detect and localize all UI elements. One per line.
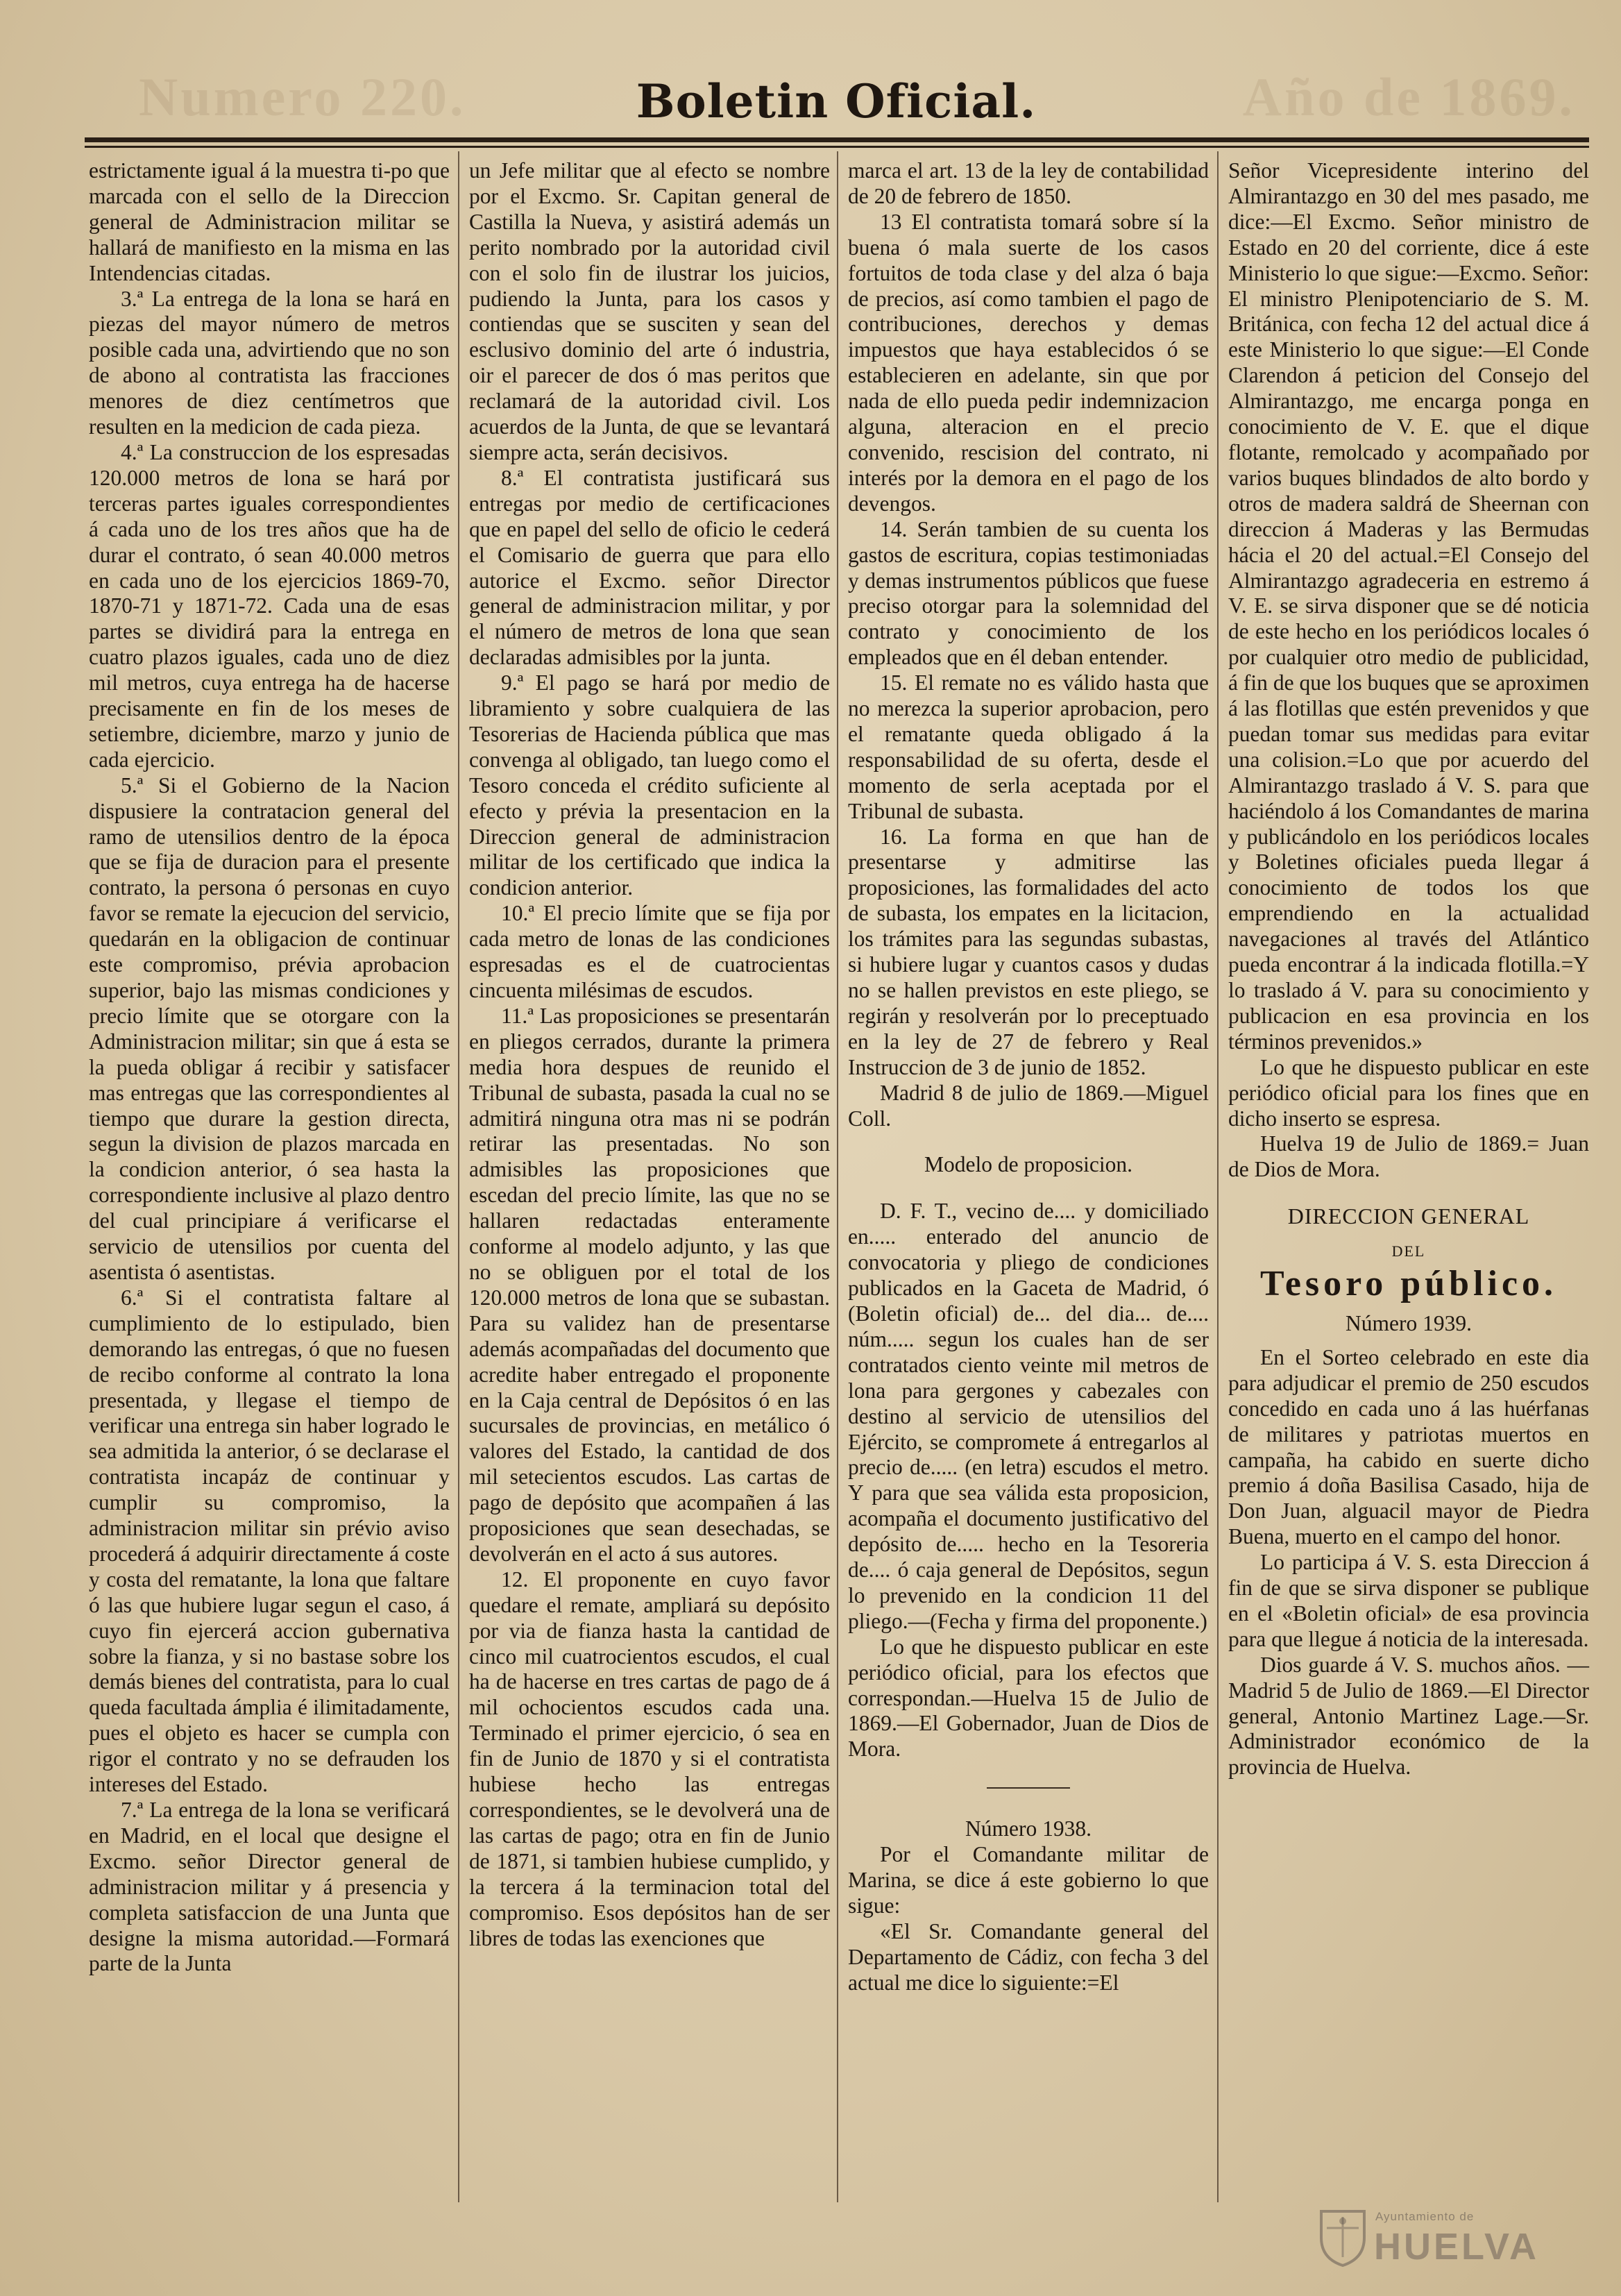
paragraph: «El Sr. Comandante general del Departamento de Cádiz, con fecha 3 del actual me dice lo siguiente:=El xyxy=(848,1918,1209,1995)
paragraph: 8.ª El contratista justificará sus entregas por medio de certificaciones que en papel del sello de oficio le cederá el Comisario de guerra que para ello autorice el Excmo. señor Director general de administracion militar, y por el número de metros de lona que sean declaradas admisibles por la junta. xyxy=(469,465,830,670)
paragraph: estrictamente igual á la muestra ti-po que marcada con el sello de la Direccion general de Administracion militar se hallará de manifiesto en la misma en las Intendencias citadas. xyxy=(89,158,450,285)
column-3 xyxy=(848,158,1209,1996)
ghost-number: Numero 220. xyxy=(139,67,466,127)
paragraph: 9.ª El pago se hará por medio de libramiento y sobre cualquiera de las Tesorerias de Hacienda pública que mas convenga al obligado, tan luego como el Tesoro conceda el crédito suficiente al efecto y prévia la presentacion en la Direccion general de administracion militar de los certificado que indica la condicion anterior. xyxy=(469,670,830,900)
paragraph: En el Sorteo celebrado en este dia para adjudicar el premio de 250 escudos concedido en cada uno á las huérfanas de militares y patriotas muertos en campaña, ha cabido en suerte dicho premio á doña Basilisa Casado, hija de Don Juan, alguacil mayor de Piedra Buena, muerto en el campo del honor. xyxy=(1228,1344,1589,1549)
paragraph: 6.ª Si el contratista faltare al cumplimiento de lo estipulado, bien demorando las entregas, ó que no fuesen de recibo conforme al contrato la lona presentada, y llegase el tiempo de verificar una entrega sin haber logrado le sea admitida la anterior, ó se declarase el contratista incapáz de continuar y cumplir su compromiso, la administracion militar sin prévio aviso procederá á adquirir directamente á coste y costa del rematante, la lona que faltare ó las que hubiere lugar segun el caso, á cuyo fin ejercerá accion gubernativa sobre la fianza, y si no bastase sobre los demás bienes del contratista, para lo cual queda facultada ámplia é ilimitadamente, pues el objeto es hacer se cumpla con rigor el contrato y no se defrauden los intereses del Estado. xyxy=(89,1285,450,1797)
column-divider xyxy=(837,151,838,2202)
ghost-year: Año de 1869. xyxy=(1242,67,1575,127)
paragraph: Lo que he dispuesto publicar en este periódico oficial, para los efectos que correspondan.—Huelva 15 de Julio de 1869.—El Gobernador, Juan de Dios de Mora. xyxy=(848,1634,1209,1762)
section-heading: Modelo de proposicion. xyxy=(924,1152,1133,1177)
paragraph: Señor Vicepresidente interino del Almirantazgo en 30 del mes pasado, me dice:—El Excmo. Señor ministro de Estado en 20 del corriente, dice á este Ministerio lo que sigue:—Excmo. Señor: El ministro Plenipotenciario de S. M. Británica, con fecha 12 del actual dice á este Ministerio lo que sigue:—El Conde Clarendon á peticion del Consejo del Almirantazgo, me encarga ponga en conocimiento de V. E. que el dique flotante, remolcado y acompañado por varios buques blindados de alto bordo y otros de madera saldrá de Sheernan con direccion á Maderas y las Bermudas hácia el 20 del actual.=El Consejo del Almirantazgo agradeceria en estremo á V. E. se sirva disponer que se dé noticia de este hecho en los periódicos locales ó por cualquier otro medio de publicidad, á fin de que los buques que se aproximen á las flotillas que estén prevenidos y que puedan tomar sus medidas para evitar una colision.=Lo que por acuerdo del Almirantazgo traslado á V. S. para que haciéndolo á los Comandantes de marina y publicándolo en los periódicos locales y Boletines oficiales pueda llegar á conocimiento de todos los que emprendiendo en la actualidad navegaciones al través del Atlántico pueda encontrar á la indicada flotilla.=Y lo traslado á V. para su conocimiento y publicacion en esa provincia en los términos prevenidos.» xyxy=(1228,158,1589,1054)
masthead xyxy=(83,66,1589,128)
paragraph: marca el art. 13 de la ley de contabilidad de 20 de febrero de 1850. xyxy=(848,158,1209,208)
section-heading: DIRECCION GENERAL xyxy=(1287,1204,1530,1229)
paragraph: 13 El contratista tomará sobre sí la buena ó mala suerte de los casos fortuitos de toda clase y del alza ó baja de precios, así como tambien el pago de contribuciones, derechos y demas impuestos que haya establecidos ó se establecieren en adelante, sin que por nada de ello pueda pedir indemnizacion alguna, alteracion en el precio convenido, rescision del contrato, ni interés por la demora en el pago de los devengos. xyxy=(848,209,1209,516)
shield-icon xyxy=(1318,2207,1367,2267)
header-rule-thin xyxy=(85,146,1589,148)
paragraph: 10.ª El precio límite que se fija por cada metro de lonas de las condiciones espresadas es el de cuatrocientas cincuenta milésimas de escudos. xyxy=(469,901,830,1002)
paragraph: Dios guarde á V. S. muchos años. —Madrid 5 de Julio de 1869.—El Director general, Antonio Martinez Lage.—Sr. Administrador económico de la provincia de Huelva. xyxy=(1228,1652,1589,1780)
paragraph: un Jefe militar que al efecto se nombre por el Excmo. Sr. Capitan general de Castilla la Nueva, y asistirá además un perito nombrado por la autoridad civil con el solo fin de ilustrar los juicios, pudiendo la Junta, para los casos y contiendas que se susciten y sean del esclusivo dominio del arte ó industria, oir el parecer de dos ó mas peritos que reclamará de la autoridad civil. Los acuerdos de la Junta, de que se levantará siempre acta, serán decisivos. xyxy=(469,158,830,464)
paragraph: 16. La forma en que han de presentarse y admitirse las proposiciones, las formalidades del acto de subasta, los empates en la licitacion, los trámites para las segundas subastas, si hubiere lugar y cuantos casos y dudas no se hallen previstos en este pliego, se regirán y resolverán por lo preceptuado en la ley de 27 de febrero y Real Instruccion de 3 de junio de 1852. xyxy=(848,824,1209,1079)
archive-watermark xyxy=(1318,2200,1596,2277)
paragraph: Por el Comandante militar de Marina, se dice á este gobierno lo que sigue: xyxy=(848,1842,1209,1918)
notice-number: Número 1938. xyxy=(965,1816,1092,1841)
column-divider xyxy=(458,151,459,2202)
column-4 xyxy=(1228,158,1589,1780)
paragraph: Lo participa á V. S. esta Direccion á fin de que se sirva disponer se publique en el «Boletin oficial» de esa provincia para que llegue á noticia de la interesada. xyxy=(1228,1550,1589,1651)
column-divider xyxy=(1217,151,1219,2202)
signature-line: Huelva 19 de Julio de 1869.= Juan de Dios de Mora. xyxy=(1228,1131,1589,1182)
column-1 xyxy=(89,158,450,1977)
watermark-caption: Ayuntamiento de xyxy=(1375,2210,1475,2223)
section-title: Tesoro público. xyxy=(1259,1264,1558,1304)
paragraph: 4.ª La construccion de los espresadas 120.000 metros de lona se hará por terceras partes iguales correspondientes á cada uno de los tres años que ha de durar el contrato, ó sean 40.000 metros en cada uno de los ejercicios 1869-70, 1870-71 y 1871-72. Cada una de esas partes se dividirá para la entrega en cuatro plazos iguales, cada uno de diez mil metros, cuya entrega ha de hacerse precisamente en fin de los meses de setiembre, diciembre, marzo y junio de cada ejercicio. xyxy=(89,439,450,772)
paragraph: D. F. T., vecino de.... y domiciliado en..... enterado del anuncio de convocatoria y pliego de condiciones publicados en la Gaceta de Madrid, ó (Boletin oficial) de... del dia... de.... núm..... segun los cuales han de ser contratados ciento veinte mil metros de lona para gergones y cabezales con destino al servicio de utensilios del Ejército, se compromete á entregarlos al precio de..... (en letra) escudos el metro. Y para que sea válida esta proposicion, acompaña el documento justificativo del depósito de..... hecho en la Tesoreria de.... ó caja general de Depósitos, segun lo prevenido en la condicion 11 del pliego.—(Fecha y firma del proponente.) xyxy=(848,1199,1209,1633)
notice-number: Número 1939. xyxy=(1346,1310,1472,1335)
paragraph: 5.ª Si el Gobierno de la Nacion dispusiere la contratacion general del ramo de utensilios dentro de la época que se fija de duracion para el presente contrato, la persona ó personas en cuyo favor se remate la ejecucion del servicio, quedarán en la obligacion de continuar este compromiso, prévia aprobacion superior, bajo las mismas condiciones y precio límite que se otorgare con la Administracion militar; sin que á esta se la pueda obligar á recibir y satisfacer mas entregas que las correspondientes al tiempo que durare la gestion directa, segun la division de plazos marcada en la condicion anterior, ó sea hasta la correspondiente inclusive al plazo dentro del cual principiare á verificarse el servicio de utensilios por cuenta del asentista ó asentistas. xyxy=(89,773,450,1284)
paragraph: Lo que he dispuesto publicar en este periódico oficial para los fines que en dicho inserto se espresa. xyxy=(1228,1054,1589,1131)
paragraph: 3.ª La entrega de la lona se hará en piezas del mayor número de metros posible cada una, advirtiendo que no son de abono al contratista las fracciones menores de diez centímetros que resulten en la medicion de cada pieza. xyxy=(89,286,450,439)
paragraph: 12. El proponente en cuyo favor quedare el remate, ampliará su depósito por via de fianza hasta la cantidad de cinco mil cuatrocientos escudos, el cual ha de hacerse en tres cartas de pago de á mil ochocientos escudos cada una. Terminado el primer ejercicio, ó sea en fin de Junio de 1870 y si el contratista hubiese hecho las entregas correspondientes, se le devolverá una de las cartas de pago; otra en fin de Junio de 1871, si tambien hubiese cumplido, y la tercera á la terminacion total del compromiso. Esos depósitos han de ser libres de todas las exenciones que xyxy=(469,1567,830,1950)
section-heading-del: DEL xyxy=(1391,1242,1426,1260)
paragraph: 11.ª Las proposiciones se presentarán en pliegos cerrados, durante la primera media hora despues de reunido el Tribunal de subasta, pasada la cual no se admitirá ninguna otra mas ni se podrán retirar las presentadas. No son admisibles las proposiciones que escedan del precio límite, las que no se hallaren redactadas enteramente conforme al modelo adjunto, y las que no se obliguen por el total de los 120.000 metros de lona que se subastan. Para su validez han de presentarse además acompañadas del documento que acredite haber entregado el proponente en la Caja central de Depósitos ó en las sucursales de provincias, en metálico ó valores del Estado, la cantidad de dos mil setecientos escudos. Las cartas de pago de depósito que acompañen á las proposiciones que sean desechadas, se devolverán en el acto á sus autores. xyxy=(469,1003,830,1566)
watermark-name: HUELVA xyxy=(1374,2226,1539,2268)
paragraph: 7.ª La entrega de la lona se verificará en Madrid, en el local que designe el Excmo. señor Director general de administracion militar y á presencia y completa satisfaccion de una Junta que designe la misma autoridad.—Formará parte de la Junta xyxy=(89,1798,450,1976)
paragraph: 14. Serán tambien de su cuenta los gastos de escritura, copias testimoniadas y demas instrumentos públicos que fuese preciso otorgar para la solemnidad del contrato y conocimiento de los empleados que en él deban entender. xyxy=(848,516,1209,670)
page-title: Boletin Oficial. xyxy=(636,74,1037,128)
header-rule xyxy=(85,137,1589,142)
signature-line: Madrid 8 de julio de 1869.—Miguel Coll. xyxy=(848,1080,1209,1131)
column-2 xyxy=(469,158,830,1951)
paragraph: 15. El remate no es válido hasta que no merezca la superior aprobacion, pero el rematante queda obligado á la responsabilidad de su oferta, desde el momento de serla aceptada por el Tribunal de subasta. xyxy=(848,670,1209,823)
section-divider xyxy=(987,1787,1070,1789)
